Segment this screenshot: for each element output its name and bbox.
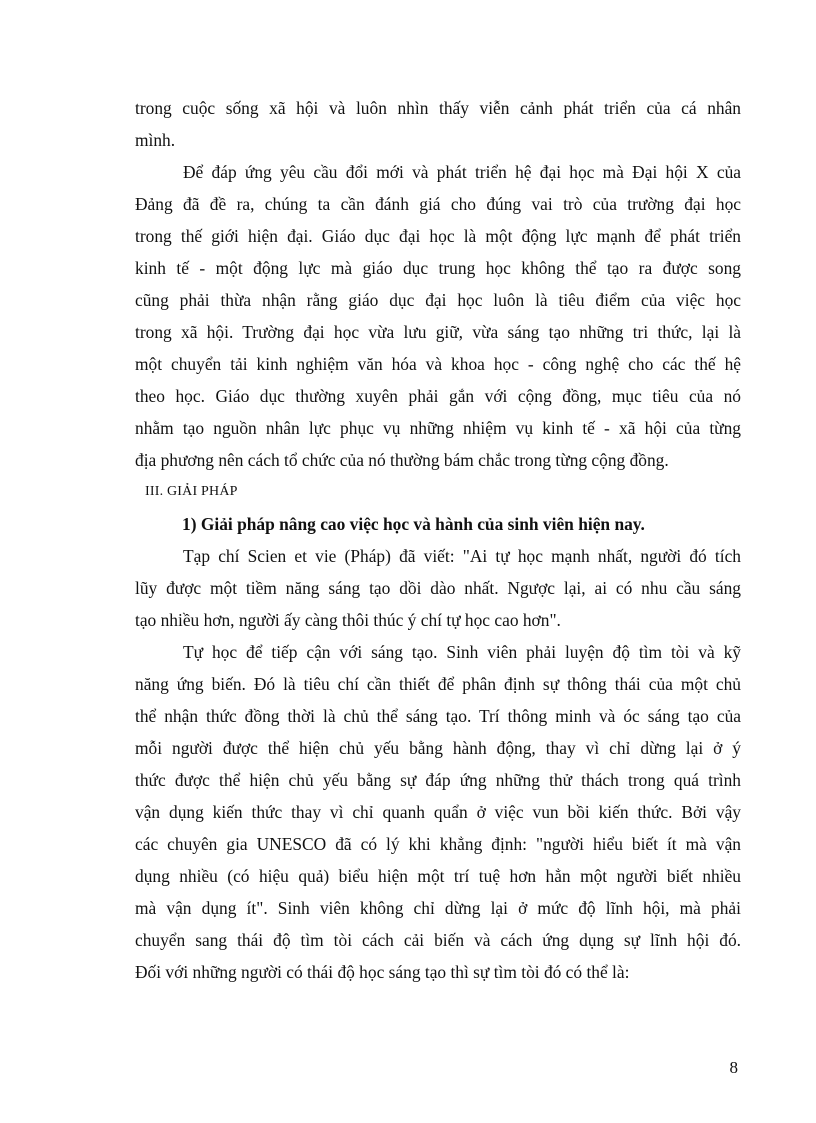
paragraph-line: Đối với những người có thái độ học sáng tạo thì sự tìm tòi đó có thể là: [135, 962, 630, 982]
paragraph-line: Để đáp ứng yêu cầu đổi mới và phát triển hệ đại học mà Đại hội X của [183, 162, 741, 182]
paragraph-line: trong xã hội. Trường đại học vừa lưu giữ, vừa sáng tạo những tri thức, lại là [135, 322, 741, 342]
paragraph-line: Đảng đã đề ra, chúng ta cần đánh giá cho đúng vai trò của trường đại học [135, 194, 741, 214]
paragraph-university-role [135, 156, 741, 476]
paragraph-line: vận dụng kiến thức thay vì chỉ quanh quẩn ở việc vun bồi kiến thức. Bởi vậy [135, 802, 741, 822]
page-number: 8 [729, 1058, 738, 1077]
paragraph-line: dụng nhiều (có hiệu quả) biểu hiện một trí tuệ hơn hẳn một người biết nhiều [135, 866, 741, 886]
paragraph-line: trong cuộc sống xã hội và luôn nhìn thấy viễn cảnh phát triển của cá nhân [135, 98, 741, 118]
subsection-heading: 1) Giải pháp nâng cao việc học và hành của sinh viên hiện nay. [182, 514, 645, 534]
paragraph-line: mà vận dụng ít". Sinh viên không chỉ dừng lại ở mức độ lĩnh hội, mà phải [135, 898, 741, 918]
paragraph-line: tạo nhiều hơn, người ấy càng thôi thúc ý chí tự học cao hơn". [135, 610, 561, 630]
paragraph-line: mỗi người được thể hiện chủ yếu bằng hành động, thay vì chỉ dừng lại ở ý [135, 738, 741, 758]
section-heading: III. GIẢI PHÁP [145, 484, 238, 499]
paragraph-line: mình. [135, 130, 176, 150]
paragraph-line: thể nhận thức đồng thời là chủ thể sáng tạo. Trí thông minh và óc sáng tạo của [135, 706, 741, 726]
paragraph-continuation [135, 92, 741, 156]
paragraph-line: chuyển sang thái độ tìm tòi cách cải biến và cách ứng dụng sự lĩnh hội đó. [135, 930, 741, 950]
paragraph-line: thức được thể hiện chủ yếu bằng sự đáp ứng những thử thách trong quá trình [135, 770, 741, 790]
paragraph-quote [135, 540, 741, 636]
paragraph-line: cũng phải thừa nhận rằng giáo dục đại học luôn là tiêu điểm của việc học [135, 290, 741, 310]
paragraph-line: kinh tế - một động lực mà giáo dục trung học không thể tạo ra được song [135, 258, 741, 278]
paragraph-line: địa phương nên cách tổ chức của nó thường bám chắc trong từng cộng đồng. [135, 450, 669, 470]
paragraph-line: một chuyển tải kinh nghiệm văn hóa và khoa học - công nghệ cho các thế hệ [135, 354, 741, 374]
paragraph-line: theo học. Giáo dục thường xuyên phải gắn với cộng đồng, mục tiêu của nó [135, 386, 741, 406]
paragraph-line: Tạp chí Scien et vie (Pháp) đã viết: "Ai tự học mạnh nhất, người đó tích [183, 546, 741, 566]
paragraph-line: Tự học để tiếp cận với sáng tạo. Sinh viên phải luyện độ tìm tòi và kỹ [183, 642, 741, 662]
paragraph-line: nhằm tạo nguồn nhân lực phục vụ những nhiệm vụ kinh tế - xã hội của từng [135, 418, 741, 438]
paragraph-line: các chuyên gia UNESCO đã có lý khi khẳng định: "người hiểu biết ít mà vận [135, 834, 741, 854]
paragraph-line: năng ứng biến. Đó là tiêu chí cần thiết để phân định sự thông thái của một chủ [135, 674, 741, 694]
paragraph-self-study [135, 636, 741, 988]
document-page [135, 92, 741, 988]
paragraph-line: lũy được một tiềm năng sáng tạo dồi dào nhất. Ngược lại, ai có nhu cầu sáng [135, 578, 741, 598]
paragraph-line: trong thế giới hiện đại. Giáo dục đại học là một động lực mạnh để phát triển [135, 226, 741, 246]
